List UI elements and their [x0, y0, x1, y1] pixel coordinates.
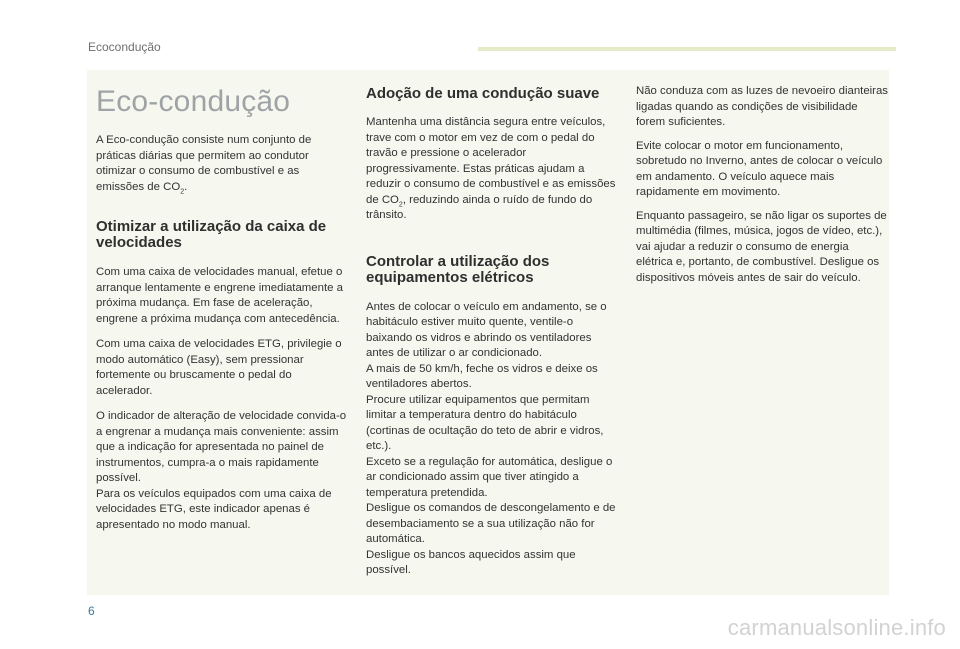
section-title-gearbox: Otimizar a utilização da caixa de velocidades: [96, 218, 327, 251]
intro-paragraph: [96, 133, 348, 195]
gearbox-paragraph-indicator: [96, 409, 348, 533]
fog-lights-paragraph: Não conduza com as luzes de nevoeiro dianteiras ligadas quando as condições de visibilidade forem suficientes.: [636, 85, 889, 128]
co2-subscript: 2: [180, 187, 185, 195]
section-title-electrical: Controlar a utilização dos equipamentos elétricos: [366, 252, 550, 286]
section-title-smooth-driving: Adoção de uma condução suave: [366, 85, 600, 102]
engine-warmup-paragraph: Evite colocar o motor em funcionamento, sobretudo no Inverno, antes de colocar o veículo em andamento. O veículo aquece mais rapidamente em movimento.: [636, 139, 883, 198]
content-panel: [87, 70, 889, 595]
electrical-paragraph: [366, 300, 618, 579]
indicator-text: O indicador de alteração de velocidade convida-o a engrenar a mudança mais conveniente: assim que a indicação for apresentada no painel de instrumentos, cumpra-a o mais rapidamente possível.: [96, 410, 347, 484]
page-title: Eco-condução: [96, 85, 291, 118]
passenger-multimedia-paragraph: Enquanto passageiro, se não ligar os suportes de multimédia (filmes, música, jogos de vídeo, etc.), vai ajudar a reduzir o consumo de energia elétrica e, portanto, de combustível. Desligue os dispositivos móveis antes de sair do veículo.: [636, 209, 887, 284]
intro-text: A Eco-condução consiste num conjunto de práticas diárias que permitem ao condutor otimizar o consumo de combustível e as emissões de CO: [96, 134, 312, 193]
gearbox-paragraph-manual: Com uma caixa de velocidades manual, efetue o arranque lentamente e engrene imediatamente a próxima mudança. Em fase de aceleração, engrene a próxima mudança com antecedência.: [96, 266, 343, 325]
electrical-line: Desligue os comandos de descongelamento e de desembaciamento se a sua utilização não for automática.: [366, 502, 616, 545]
smooth-driving-end: , reduzindo ainda o ruído de fundo do trânsito.: [366, 193, 593, 221]
column-2: [366, 70, 618, 579]
electrical-line: Procure utilizar equipamentos que permitam limitar a temperatura dentro do habitáculo (cortinas de ocultação do teto de abrir e vidros, etc.).: [366, 393, 604, 452]
electrical-line: A mais de 50 km/h, feche os vidros e deixe os ventiladores abertos.: [366, 362, 598, 390]
intro-end: .: [184, 180, 188, 193]
smooth-driving-paragraph: [366, 115, 618, 224]
smooth-driving-text: Mantenha uma distância segura entre veículos, trave com o motor em vez de com o pedal do travão e pressione o acelerador progressivamente. Estas práticas ajudam a reduzir o consumo de combustível e as emissões de CO: [366, 116, 616, 206]
page-number: 6: [88, 604, 95, 618]
running-header: Ecocondução: [88, 40, 161, 54]
column-1: [96, 70, 348, 533]
electrical-line: Antes de colocar o veículo em andamento, se o habitáculo estiver muito quente, ventile-o baixando os vidros e abrindo os ventiladores antes de utilizar o ar condicionado.: [366, 300, 607, 359]
electrical-line: Exceto se a regulação for automática, desligue o ar condicionado assim que tiver atingido a temperatura pretendida.: [366, 455, 613, 499]
gearbox-paragraph-etg: Com uma caixa de velocidades ETG, privilegie o modo automático (Easy), sem pressionar fortemente ou bruscamente o pedal do acelerador.: [96, 338, 342, 397]
electrical-line: Desligue os bancos aquecidos assim que possível.: [366, 548, 576, 576]
co2-subscript: 2: [398, 200, 403, 208]
header-rule: [478, 47, 896, 51]
indicator-etg-text: Para os veículos equipados com uma caixa de velocidades ETG, este indicador apenas é apresentado no modo manual.: [96, 487, 332, 531]
watermark: carmanualsonline.info: [727, 615, 946, 640]
column-3: [636, 70, 888, 286]
